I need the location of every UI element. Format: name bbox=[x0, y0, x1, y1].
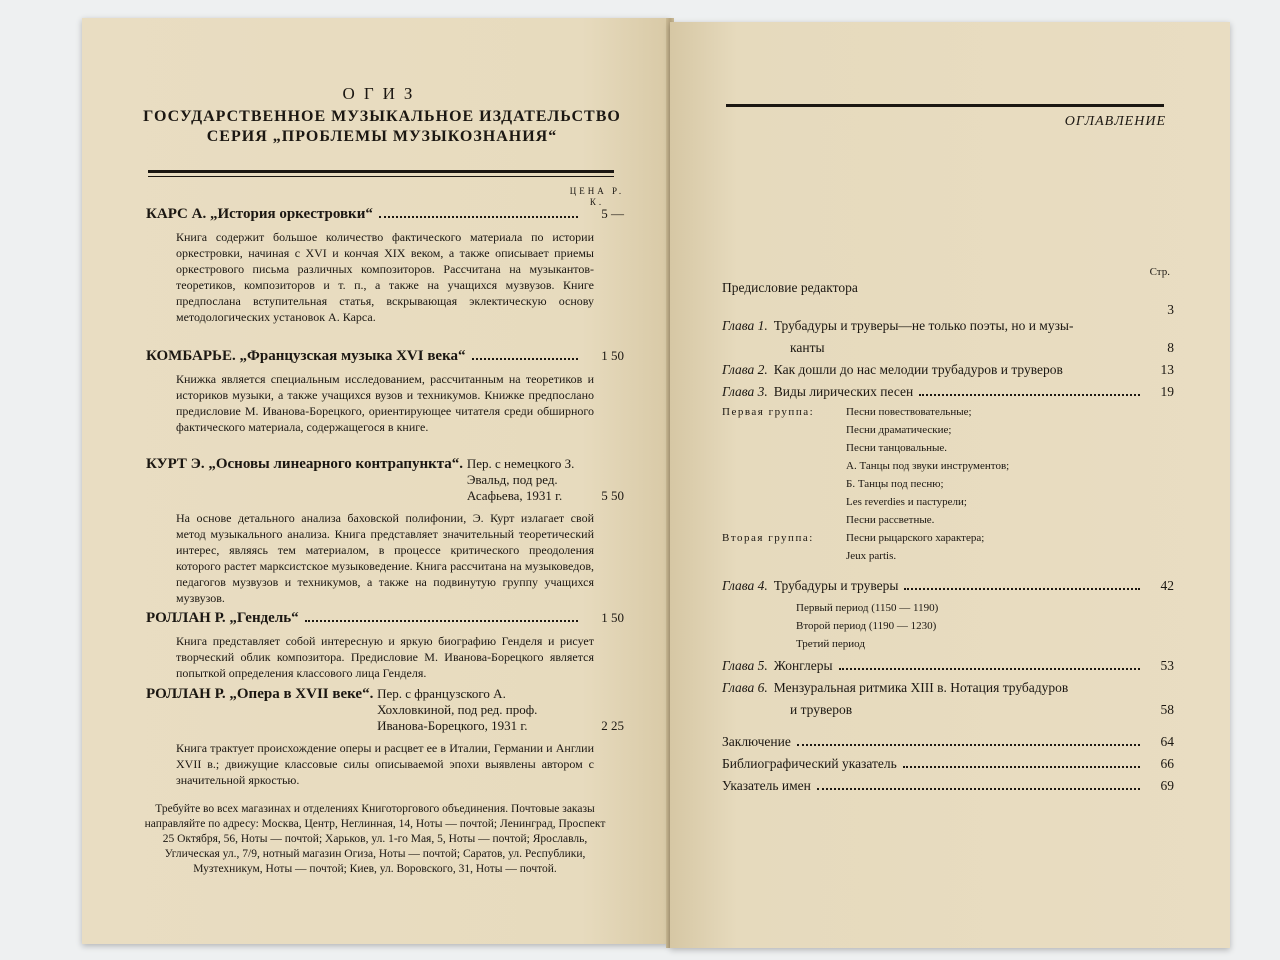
group-item: Les reverdies и пастурели; bbox=[846, 496, 967, 508]
book-price: 5 — bbox=[601, 206, 624, 221]
order-footer: Требуйте во всех магазинах и отделениях Книготоргового объединения. Почтовые заказы направляйте по адресу: Москва, Центр, Неглинная, 14, Ноты — почтой; Ленинград, Проспект 25 Октября, 56, Ноты — почтой; Харьков, ул. 1-го Мая, 5, Ноты — почтой; Ярославль, Углическая ул., 7/9, нотный магазин Огиза, Ноты — почтой; Саратов, ул. Республики, Музтехникум, Ноты — почтой; Киев, ул. Воровского, 31, Ноты — почтой. bbox=[144, 803, 606, 875]
book-subtitle: Пер. с французского А. Хохловкиной, под ред. проф. Иванова-Борецкого, 1931 г. bbox=[377, 686, 538, 733]
toc-entry-chapter-5 bbox=[722, 658, 1174, 674]
chapter-number: Глава 1. bbox=[722, 318, 768, 333]
chapter-title: Как дошли до нас мелодии трубадуров и труверов bbox=[773, 362, 1063, 377]
dot-leader bbox=[817, 788, 1140, 790]
book-entry bbox=[146, 610, 624, 681]
toc-page: 66 bbox=[1160, 756, 1174, 771]
book-entry bbox=[146, 456, 624, 606]
chapter-number: Глава 2. bbox=[722, 362, 768, 377]
toc-page: 3 bbox=[1167, 302, 1174, 317]
dot-leader bbox=[919, 394, 1140, 396]
series-title: СЕРИЯ „ПРОБЛЕМЫ МУЗЫКОЗНАНИЯ“ bbox=[206, 128, 558, 145]
toc-entry-chapter-6-cont bbox=[790, 702, 1174, 718]
toc-page: 19 bbox=[1160, 384, 1174, 399]
right-page bbox=[670, 22, 1230, 948]
toc-label: Предисловие редактора bbox=[722, 280, 858, 295]
price-column-header: ЦЕНА Р. К. bbox=[569, 186, 625, 207]
book-price: 2 25 bbox=[601, 718, 624, 733]
toc-entry-chapter-6 bbox=[722, 680, 1174, 696]
book-title: „Основы линеарного контрапункта“. bbox=[208, 456, 464, 472]
chapter-title-cont: канты bbox=[790, 340, 825, 355]
toc-page: 8 bbox=[1167, 340, 1174, 355]
chapter-title: Мензуральная ритмика XIII в. Нотация трубадуров bbox=[773, 680, 1069, 695]
dot-leader bbox=[903, 766, 1140, 768]
book-price: 1 50 bbox=[601, 610, 624, 625]
book-description: Книжка является специальным исследованием, рассчитанным на теоретиков и историков музыки, а также учащихся вузов и техникумов. Книжке предпослано предисловие М. Иванова-Борецкого, ориентирующее читателя среди обширного фактического материала, содержащегося в книге. bbox=[176, 372, 594, 434]
toc-page: 64 bbox=[1160, 734, 1174, 749]
chapter-title-cont: и труверов bbox=[790, 702, 853, 717]
dot-leader bbox=[839, 668, 1140, 670]
toc-entry-chapter-2 bbox=[722, 362, 1174, 378]
header-rule-thick bbox=[148, 170, 614, 173]
toc-entry-bibliography bbox=[722, 756, 1174, 772]
chapter-title: Трубадуры и труверы bbox=[773, 578, 899, 593]
toc-rule bbox=[726, 104, 1164, 107]
chapter-number: Глава 3. bbox=[722, 384, 768, 399]
dot-leader bbox=[904, 588, 1140, 590]
book-author: РОЛЛАН Р. bbox=[146, 610, 226, 626]
chapter-title: Трубадуры и труверы—не только поэты, но и музы- bbox=[773, 318, 1074, 333]
toc-label: Заключение bbox=[722, 734, 791, 749]
toc-page: 53 bbox=[1160, 658, 1174, 673]
book-title: „Опера в XVII веке“. bbox=[229, 686, 374, 702]
toc-entry-preface bbox=[722, 280, 1174, 296]
toc-page: 58 bbox=[1160, 702, 1174, 717]
toc-label: Библиографический указатель bbox=[722, 756, 897, 771]
group-item: А. Танцы под звуки инструментов; bbox=[846, 460, 1010, 472]
toc-page: 42 bbox=[1160, 578, 1174, 593]
book-author: КАРС А. bbox=[146, 206, 207, 222]
group-item: Песни рассветные. bbox=[846, 514, 935, 526]
book-description: Книга представляет собой интересную и яркую биографию Генделя и рисует творческий облик композитора. Предисловие М. Иванова-Борецкого является попыткой определения классового лица Генделя. bbox=[176, 634, 594, 680]
group-item: Песни драматические; bbox=[846, 424, 952, 436]
book-price: 1 50 bbox=[601, 348, 624, 363]
publisher-name: ГОСУДАРСТВЕННОЕ МУЗЫКАЛЬНОЕ ИЗДАТЕЛЬСТВО bbox=[143, 108, 621, 125]
toc-entry-conclusion bbox=[722, 734, 1174, 750]
publisher-abbr: ОГИЗ bbox=[342, 84, 422, 103]
book-author: КОМБАРЬЕ. bbox=[146, 348, 236, 364]
period-item: Третий период bbox=[796, 638, 865, 650]
left-page bbox=[82, 18, 670, 944]
toc-label: Указатель имен bbox=[722, 778, 811, 793]
book-entry bbox=[146, 206, 624, 325]
dot-leader bbox=[305, 620, 578, 622]
book-description: Книга трактует происхождение оперы и расцвет ее в Италии, Германии и Англии XVII в.; движущие классовые силы описываемой эпохи выявлены автором с значительной яркостью. bbox=[176, 741, 594, 787]
book-title: „Гендель“ bbox=[229, 610, 299, 626]
dot-leader bbox=[797, 744, 1140, 746]
chapter-number: Глава 5. bbox=[722, 658, 768, 673]
chapter-number: Глава 6. bbox=[722, 680, 768, 695]
group-item: Песни танцовальные. bbox=[846, 442, 948, 454]
book-title: „Французская музыка XVI века“ bbox=[239, 348, 466, 364]
group-item: Песни рыцарского характера; bbox=[846, 532, 985, 544]
book-author: КУРТ Э. bbox=[146, 456, 205, 472]
toc-page: 69 bbox=[1160, 778, 1174, 793]
page-column-label: Стр. bbox=[1149, 266, 1170, 278]
book-price: 5 50 bbox=[601, 488, 624, 503]
group-1-label: Первая группа: bbox=[722, 406, 815, 418]
toc-page: 13 bbox=[1160, 362, 1174, 377]
book-subtitle: Пер. с немецкого З. Эвальд, под ред. Асафьева, 1931 г. bbox=[466, 456, 575, 503]
period-item: Второй период (1190 — 1230) bbox=[796, 620, 937, 632]
group-item: Jeux partis. bbox=[846, 550, 897, 562]
dot-leader bbox=[379, 216, 578, 218]
chapter-number: Глава 4. bbox=[722, 578, 768, 593]
toc-preface-page-row bbox=[722, 302, 1174, 318]
chapter-title: Жонглеры bbox=[773, 658, 833, 673]
chapter-title: Виды лирических песен bbox=[773, 384, 914, 399]
toc-entry-chapter-1-cont bbox=[790, 340, 1174, 356]
toc-title: ОГЛАВЛЕНИЕ bbox=[1064, 114, 1166, 129]
header-rule-thin bbox=[148, 176, 614, 177]
dot-leader bbox=[472, 358, 579, 360]
group-2-label: Вторая группа: bbox=[722, 532, 814, 544]
period-item: Первый период (1150 — 1190) bbox=[796, 602, 939, 614]
book-description: На основе детального анализа баховской полифонии, Э. Курт излагает свой метод музыкального анализа. Книга представляет значительный теоретический интерес, являясь тем материалом, в процессе критического преодоления которого растет марксистское музыковедение. Книга рассчитана на музыковедов, педагогов музвузов и техникумов, а также на подвинутую группу учащихся музвузов. bbox=[176, 511, 594, 605]
toc-entry-chapter-1 bbox=[722, 318, 1174, 334]
book-entry bbox=[146, 348, 624, 435]
book-entry bbox=[146, 686, 624, 788]
toc-entry-chapter-3 bbox=[722, 384, 1174, 400]
book-description: Книга содержит большое количество фактического материала по истории оркестровки, начиная с XVI и кончая XIX веком, а также описывает приемы оркестрового письма различных композиторов. Рассчитана на музыкантов-теоретиков, композиторов и т. п., а также на учащихся музвузов. Книге предпослана вступительная статья, вскрывающая эклектическую основу методологических установок А. Карса. bbox=[176, 230, 594, 324]
publisher-header bbox=[142, 84, 622, 146]
group-item: Б. Танцы под песню; bbox=[846, 478, 944, 490]
toc-entry-chapter-4 bbox=[722, 578, 1174, 594]
toc-entry-name-index bbox=[722, 778, 1174, 794]
book-title: „История оркестровки“ bbox=[209, 206, 373, 222]
book-author: РОЛЛАН Р. bbox=[146, 686, 226, 702]
group-item: Песни повествовательные; bbox=[846, 406, 972, 418]
